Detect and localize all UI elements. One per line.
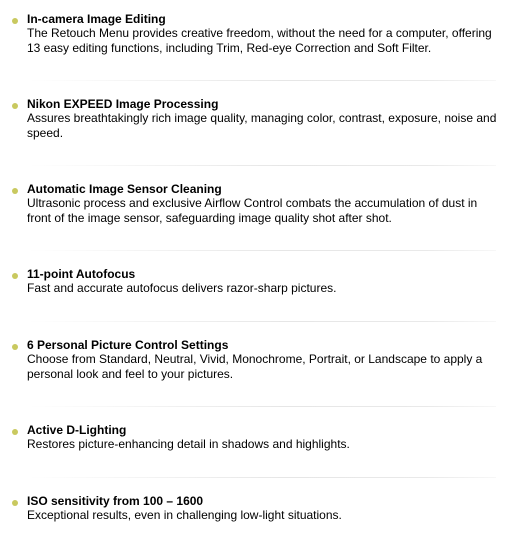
feature-title: 11-point Autofocus xyxy=(27,267,136,281)
bullet-dot-icon xyxy=(12,273,18,279)
feature-title: 6 Personal Picture Control Settings xyxy=(27,338,229,352)
bullet-dot-icon xyxy=(12,344,18,350)
divider xyxy=(28,165,496,166)
feature-description: Exceptional results, even in challenging low-light situations. xyxy=(27,508,342,522)
divider xyxy=(28,250,496,251)
feature-description: Choose from Standard, Neutral, Vivid, Monochrome, Portrait, or Landscape to apply a personal look and feel to your pictures. xyxy=(27,352,483,381)
feature-description: Ultrasonic process and exclusive Airflow Control combats the accumulation of dust in front of the image sensor, safeguarding image quality shot after shot. xyxy=(27,196,478,225)
bullet-dot-icon xyxy=(12,500,18,506)
feature-title: Active D-Lighting xyxy=(27,423,127,437)
feature-description: Assures breathtakingly rich image quality, managing color, contrast, exposure, noise and speed. xyxy=(27,111,497,140)
bullet-dot-icon xyxy=(12,429,18,435)
bullet-dot-icon xyxy=(12,188,18,194)
feature-title: Nikon EXPEED Image Processing xyxy=(27,97,219,111)
divider xyxy=(28,477,496,478)
feature-description: Restores picture-enhancing detail in shadows and highlights. xyxy=(27,437,350,451)
divider xyxy=(28,406,496,407)
bullet-dot-icon xyxy=(12,18,18,24)
bullet-dot-icon xyxy=(12,103,18,109)
divider xyxy=(28,80,496,81)
feature-title: In-camera Image Editing xyxy=(27,12,166,26)
divider xyxy=(28,321,496,322)
feature-title: Automatic Image Sensor Cleaning xyxy=(27,182,222,196)
feature-title: ISO sensitivity from 100 – 1600 xyxy=(27,494,204,508)
feature-description: Fast and accurate autofocus delivers razor-sharp pictures. xyxy=(27,281,337,295)
feature-description: The Retouch Menu provides creative freedom, without the need for a computer, offering 13 easy editing functions, including Trim, Red-eye Correction and Soft Filter. xyxy=(27,26,492,55)
